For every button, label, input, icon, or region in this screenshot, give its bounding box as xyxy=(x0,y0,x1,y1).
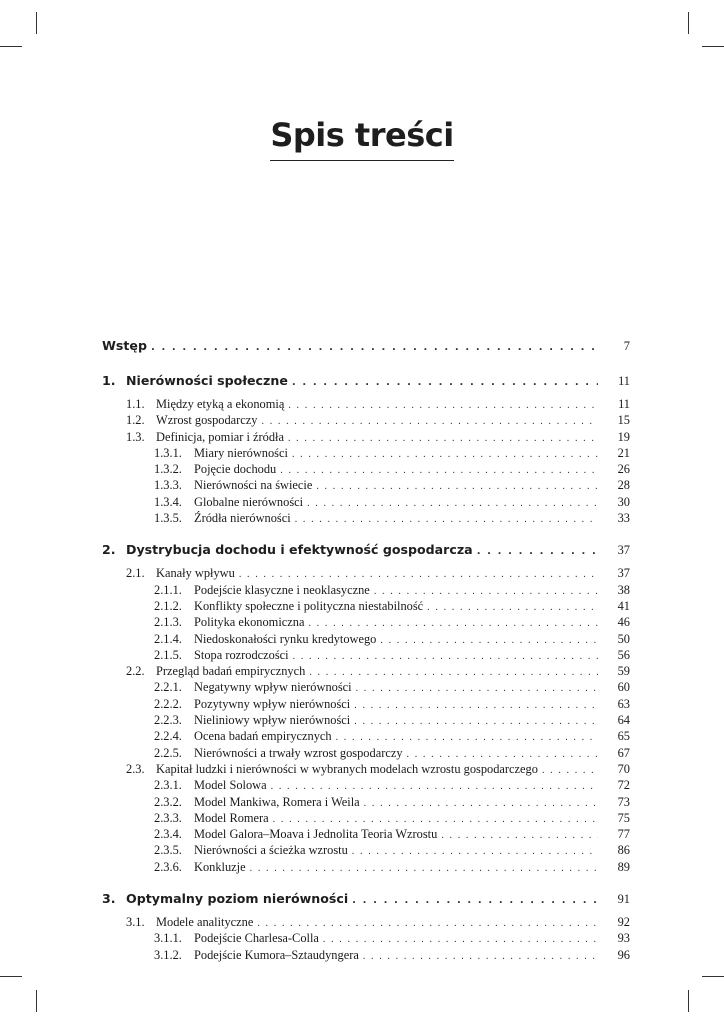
crop-mark xyxy=(688,12,689,34)
toc-entry-sub[interactable] xyxy=(102,712,630,728)
dot-leader xyxy=(151,338,598,358)
toc-entry-text: Model Mankiwa, Romera i Weila xyxy=(194,794,360,809)
toc-entry-number: 1.3.1. xyxy=(154,445,182,460)
title-block xyxy=(0,116,724,161)
toc-entry-label xyxy=(154,745,403,761)
dot-leader xyxy=(292,447,598,463)
toc-entry-text: Nierówności społeczne xyxy=(126,373,288,388)
dot-leader xyxy=(542,763,598,779)
crop-mark xyxy=(702,976,724,977)
toc-entry-number: 2.1.1. xyxy=(154,582,182,597)
toc-entry-label xyxy=(102,371,288,391)
toc-entry-page: 56 xyxy=(617,647,630,662)
toc-entry-number: 1.3.4. xyxy=(154,494,182,509)
toc-entry-chap[interactable] xyxy=(102,371,630,391)
toc-entry-number: 2. xyxy=(102,542,116,558)
toc-entry-sec[interactable] xyxy=(102,565,630,581)
toc-entry-text: Ocena badań empirycznych xyxy=(194,729,332,744)
toc-entry-label xyxy=(102,336,147,356)
toc-entry-label xyxy=(154,826,437,842)
toc-entry-text: Nieliniowy wpływ nierówności xyxy=(194,713,351,728)
toc-entry-label xyxy=(154,631,376,647)
toc-entry-chap[interactable] xyxy=(102,889,630,909)
dot-leader xyxy=(477,542,598,562)
toc-entry-text: Nierówności a trwały wzrost gospodarczy xyxy=(194,745,403,760)
toc-entry-number: 2.3.6. xyxy=(154,859,182,874)
toc-entry-number: 2.3.1. xyxy=(154,778,182,793)
toc-entry-number: 1. xyxy=(102,373,116,388)
toc-entry-text: Podejście Kumora–Sztaudyngera xyxy=(194,947,359,962)
dot-leader xyxy=(354,698,598,714)
toc-entry-label xyxy=(154,930,319,946)
toc-entry-number: 1.3.2. xyxy=(154,462,182,477)
toc-entry-text: Pojęcie dochodu xyxy=(194,462,277,477)
toc-entry-page: 91 xyxy=(617,892,630,907)
toc-entry-text: Między etyką a ekonomią xyxy=(156,397,285,411)
toc-entry-sub[interactable] xyxy=(102,777,630,793)
toc-entry-text: Wstęp xyxy=(102,338,147,353)
dot-leader xyxy=(364,796,598,812)
toc-entry-number: 2.2.5. xyxy=(154,745,182,760)
dot-leader xyxy=(380,633,598,649)
toc-entry-number: 1.3.5. xyxy=(154,511,182,526)
toc-entry-text: Niedoskonałości rynku kredytowego xyxy=(194,631,377,646)
toc-entry-sub[interactable] xyxy=(102,745,630,761)
toc-entry-page: 92 xyxy=(617,915,630,930)
toc-entry-label xyxy=(126,565,235,581)
dot-leader xyxy=(292,373,598,393)
toc-entry-page: 21 xyxy=(617,445,630,460)
toc-entry-sub[interactable] xyxy=(102,647,630,663)
toc-entry-page: 33 xyxy=(617,511,630,526)
toc-entry-number: 2.3.5. xyxy=(154,843,182,858)
crop-mark xyxy=(702,46,724,47)
toc-entry-number: 3.1.1. xyxy=(154,931,182,946)
toc-entry-number: 2.1.2. xyxy=(154,598,182,613)
toc-entry-label xyxy=(126,396,284,412)
toc-entry-label xyxy=(154,696,350,712)
dot-leader xyxy=(288,431,598,447)
crop-mark xyxy=(0,976,22,977)
toc-entry-page: 64 xyxy=(617,713,630,728)
toc-entry-text: Dystrybucja dochodu i efektywność gospodarcza xyxy=(126,542,473,558)
toc-entry-number: 1.2. xyxy=(126,413,145,428)
toc-entry-label xyxy=(154,461,276,477)
toc-entry-sub[interactable] xyxy=(102,794,630,810)
toc-entry-label xyxy=(126,914,253,930)
toc-entry-text: Stopa rozrodczości xyxy=(194,647,289,662)
toc-entry-sub[interactable] xyxy=(102,582,630,598)
dot-leader xyxy=(295,512,598,528)
toc-entry-sub[interactable] xyxy=(102,461,630,477)
toc-entry-page: 38 xyxy=(617,582,630,597)
toc-entry-page: 11 xyxy=(618,397,630,411)
toc-entry-sec[interactable] xyxy=(102,761,630,777)
toc-entry-sub[interactable] xyxy=(102,614,630,630)
dot-leader xyxy=(309,665,598,681)
toc-entry-page: 96 xyxy=(617,947,630,962)
dot-leader xyxy=(441,828,598,844)
toc-entry-page: 19 xyxy=(617,429,630,444)
toc-entry-label xyxy=(154,614,304,630)
toc-entry-page: 67 xyxy=(617,745,630,760)
toc-entry-page: 26 xyxy=(617,462,630,477)
toc-entry-text: Przegląd badań empirycznych xyxy=(156,664,306,679)
toc-entry-number: 3.1.2. xyxy=(154,947,182,962)
toc-entry-label xyxy=(154,679,352,695)
toc-entry-number: 2.2.1. xyxy=(154,680,182,695)
toc-entry-sub[interactable] xyxy=(102,859,630,875)
toc-entry-number: 2.3. xyxy=(126,761,145,776)
toc-entry-number: 3. xyxy=(102,891,116,907)
toc-entry-text: Źródła nierówności xyxy=(194,511,291,526)
toc-entry-label xyxy=(126,429,284,445)
toc-entry-sub[interactable] xyxy=(102,947,630,963)
toc-entry-sec[interactable] xyxy=(102,914,630,930)
dot-leader xyxy=(352,891,598,911)
toc-entry-label xyxy=(154,810,269,826)
toc-entry-label xyxy=(154,445,288,461)
dot-leader xyxy=(293,649,598,665)
dot-leader xyxy=(307,496,598,512)
toc-entry-text: Pozytywny wpływ nierówności xyxy=(194,696,351,711)
toc-entry-label xyxy=(154,494,303,510)
toc-entry-label xyxy=(126,761,538,777)
toc-entry-number: 1.3.3. xyxy=(154,478,182,493)
toc-entry-text: Model Solowa xyxy=(194,778,267,793)
toc-entry-sub[interactable] xyxy=(102,445,630,461)
toc-entry-page: 37 xyxy=(617,566,630,581)
toc-entry-page: 30 xyxy=(617,494,630,509)
toc-entry-label xyxy=(154,777,267,793)
toc-entry-text: Definicja, pomiar i źródła xyxy=(156,429,284,444)
toc-entry-page: 86 xyxy=(617,843,630,858)
toc-entry-label xyxy=(154,477,312,493)
toc-entry-label xyxy=(154,794,360,810)
toc-entry-page: 28 xyxy=(617,478,630,493)
toc-entry-chap[interactable] xyxy=(102,336,630,356)
crop-mark xyxy=(0,46,22,47)
toc-entry-text: Negatywny wpływ nierówności xyxy=(194,680,352,695)
toc-entry-page: 73 xyxy=(617,794,630,809)
toc-entry-sub[interactable] xyxy=(102,510,630,526)
toc-entry-text: Miary nierówności xyxy=(194,445,288,460)
crop-mark xyxy=(36,990,37,1012)
dot-leader xyxy=(280,463,598,479)
toc-entry-number: 2.2. xyxy=(126,664,145,679)
dot-leader xyxy=(262,414,599,430)
dot-leader xyxy=(356,681,598,697)
toc-entry-label xyxy=(154,582,370,598)
toc-entry-label xyxy=(102,889,348,909)
toc-entry-page: 46 xyxy=(617,615,630,630)
toc-entry-text: Podejście Charlesa-Colla xyxy=(194,931,319,946)
toc-entry-page: 50 xyxy=(617,631,630,646)
dot-leader xyxy=(354,714,598,730)
toc-entry-number: 2.3.4. xyxy=(154,827,182,842)
toc-entry-number: 3.1. xyxy=(126,915,145,930)
toc-entry-page: 15 xyxy=(617,413,630,428)
toc-entry-number: 2.1.4. xyxy=(154,631,182,646)
toc-entry-text: Model Galora–Moava i Jednolita Teoria Wzrostu xyxy=(194,827,438,842)
toc-entry-text: Kapitał ludzki i nierówności w wybranych modelach wzrostu gospodarczego xyxy=(156,761,538,776)
toc-entry-sec[interactable] xyxy=(102,412,630,428)
toc-entry-page: 75 xyxy=(617,810,630,825)
crop-mark xyxy=(36,12,37,34)
dot-leader xyxy=(288,398,598,414)
toc-entry-sec[interactable] xyxy=(102,396,630,412)
toc-entry-sub[interactable] xyxy=(102,679,630,695)
toc-entry-page: 63 xyxy=(617,696,630,711)
dot-leader xyxy=(323,932,598,948)
toc-entry-sub[interactable] xyxy=(102,810,630,826)
toc-entry-sub[interactable] xyxy=(102,842,630,858)
dot-leader xyxy=(352,844,598,860)
toc-entry-sub[interactable] xyxy=(102,728,630,744)
toc-entry-page: 41 xyxy=(617,598,630,613)
toc-entry-number: 2.2.2. xyxy=(154,696,182,711)
toc-entry-number: 2.1. xyxy=(126,566,145,581)
toc-entry-label xyxy=(154,598,423,614)
toc-entry-page: 89 xyxy=(617,859,630,874)
dot-leader xyxy=(363,949,598,965)
toc-entry-sub[interactable] xyxy=(102,494,630,510)
toc-entry-label xyxy=(154,712,350,728)
toc-entry-number: 2.3.3. xyxy=(154,810,182,825)
toc-entry-number: 2.1.5. xyxy=(154,647,182,662)
toc-entry-page: 37 xyxy=(617,543,630,558)
toc-entry-label xyxy=(126,412,258,428)
toc-entry-sub[interactable] xyxy=(102,477,630,493)
toc-entry-label xyxy=(154,859,246,875)
toc-entry-text: Model Romera xyxy=(194,810,269,825)
toc-entry-page: 77 xyxy=(617,827,630,842)
dot-leader xyxy=(250,861,598,877)
toc-entry-text: Nierówności na świecie xyxy=(194,478,313,493)
toc-entry-label xyxy=(154,947,359,963)
toc-entry-label xyxy=(154,647,289,663)
toc-entry-text: Wzrost gospodarczy xyxy=(156,413,258,428)
crop-mark xyxy=(688,990,689,1012)
toc-entry-page: 70 xyxy=(617,761,630,776)
toc-entry-label xyxy=(102,540,473,560)
toc-entry-text: Konflikty społeczne i polityczna niestabilność xyxy=(194,598,424,613)
toc-entry-number: 2.3.2. xyxy=(154,794,182,809)
toc-entry-number: 1.1. xyxy=(126,397,145,411)
toc-entry-label xyxy=(154,728,332,744)
dot-leader xyxy=(316,479,598,495)
toc-entry-sec[interactable] xyxy=(102,663,630,679)
toc-entry-page: 72 xyxy=(617,778,630,793)
toc-entry-text: Optymalny poziom nierówności xyxy=(126,891,349,907)
toc-entry-chap[interactable] xyxy=(102,540,630,560)
toc-entry-text: Globalne nierówności xyxy=(194,494,304,509)
toc-entry-sub[interactable] xyxy=(102,696,630,712)
toc-entry-text: Modele analityczne xyxy=(156,915,254,930)
toc-entry-text: Polityka ekonomiczna xyxy=(194,615,305,630)
toc-entry-sub[interactable] xyxy=(102,598,630,614)
toc-entry-sub[interactable] xyxy=(102,826,630,842)
toc-entry-text: Konkluzje xyxy=(194,859,246,874)
toc-entry-label xyxy=(154,842,348,858)
toc-entry-sec[interactable] xyxy=(102,429,630,445)
toc-entry-number: 2.1.3. xyxy=(154,615,182,630)
toc-entry-label xyxy=(154,510,291,526)
toc-entry-text: Nierówności a ścieżka wzrostu xyxy=(194,843,348,858)
toc-entry-sub[interactable] xyxy=(102,930,630,946)
toc-entry-page: 65 xyxy=(617,729,630,744)
toc-entry-page: 60 xyxy=(617,680,630,695)
toc-entry-page: 93 xyxy=(617,931,630,946)
page-title: Spis treści xyxy=(270,116,453,161)
toc-entry-text: Podejście klasyczne i neoklasyczne xyxy=(194,582,370,597)
toc-entry-page: 59 xyxy=(617,664,630,679)
dot-leader xyxy=(427,600,598,616)
toc-entry-page: 7 xyxy=(623,339,630,353)
toc-entry-page: 11 xyxy=(618,374,630,388)
toc-entry-text: Kanały wpływu xyxy=(156,566,235,581)
table-of-contents xyxy=(102,336,630,963)
toc-entry-number: 2.2.4. xyxy=(154,729,182,744)
toc-entry-label xyxy=(126,663,305,679)
toc-entry-number: 1.3. xyxy=(126,429,145,444)
toc-entry-number: 2.2.3. xyxy=(154,713,182,728)
toc-entry-sub[interactable] xyxy=(102,631,630,647)
